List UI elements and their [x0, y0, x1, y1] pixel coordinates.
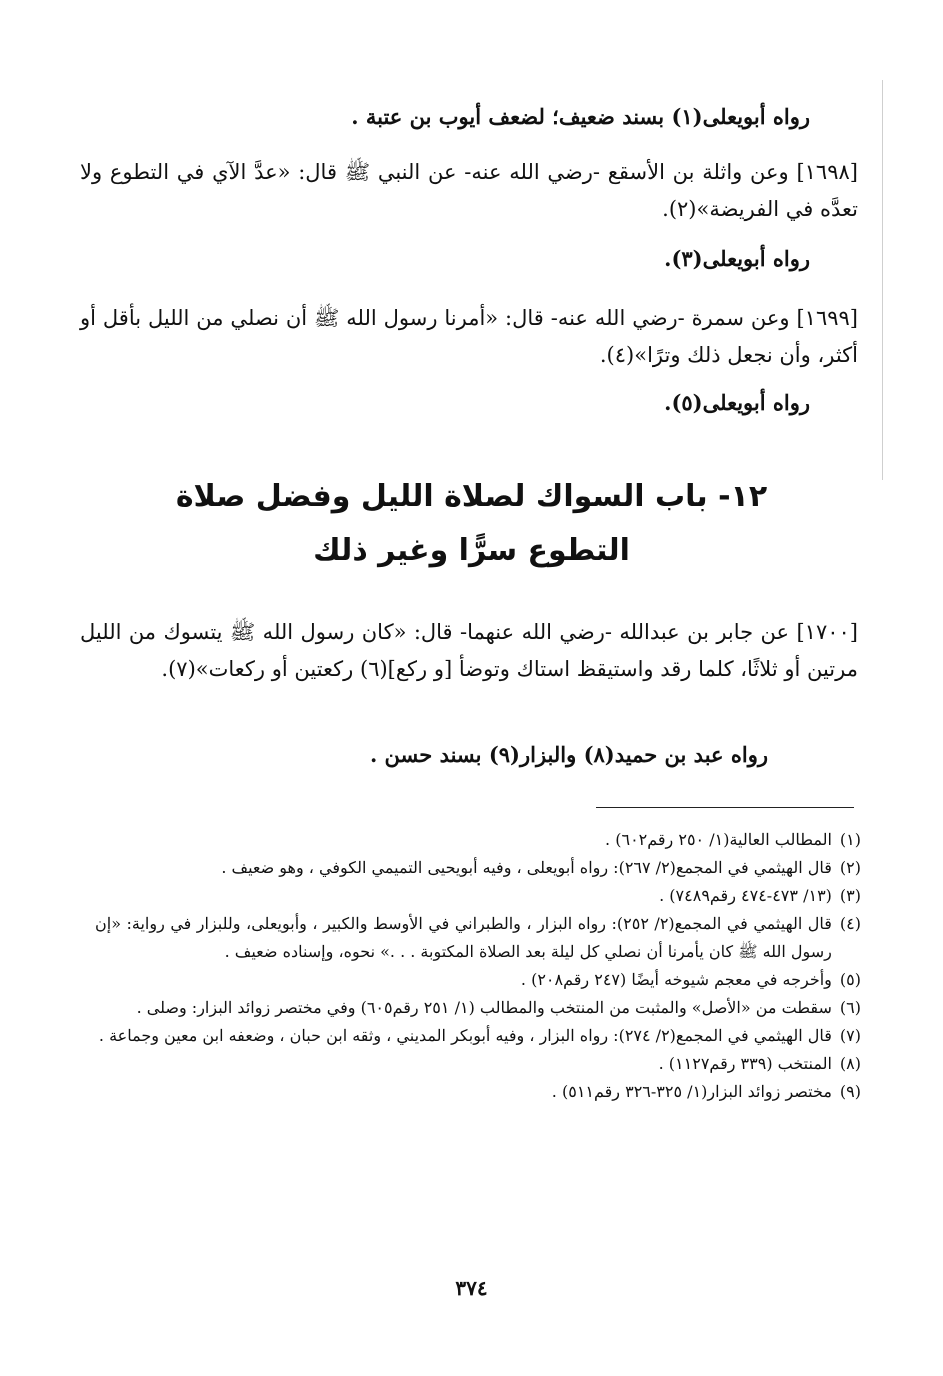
chapter-heading-line-2: التطوع سرًّا وغير ذلك	[313, 533, 630, 568]
footnote-number: (٢)	[839, 858, 861, 877]
hadith-number: [١٦٩٨]	[796, 160, 858, 184]
footnote-text: قال الهيثمي في المجمع(٢/ ٢٥٢): رواه البزار ، والطبراني في الأوسط والكبير ، وأبويعلى، وللبزار في رواية: «إن رسول الله ﷺ كان يأمرنا أن نصلي كل ليلة بعد الصلاة المكتوبة . . .» نحوه، وإسناده ضعيف .	[95, 914, 832, 961]
footnote-text: مختصر زوائد البزار(١/ ٣٢٥-٣٢٦ رقم٥١١) .	[551, 1082, 832, 1101]
footnote-4	[95, 910, 861, 966]
chapter-heading	[150, 470, 793, 578]
hadith-1699	[80, 300, 858, 374]
margin-line	[882, 80, 883, 480]
footnote-number: (٩)	[839, 1082, 861, 1101]
footnote-text: سقطت من «الأصل» والمثبت من المنتخب والمطالب (١/ ٢٥١ رقم٦٠٥) وفي مختصر زوائد البزار: وصلى .	[136, 998, 832, 1017]
footnote-number: (١)	[839, 830, 861, 849]
narration-3: رواه أبويعلى(٥).	[664, 390, 810, 415]
footnote-text: (١٣/ ٤٧٣-٤٧٤ رقم٧٤٨٩) .	[659, 886, 832, 905]
footnote-separator	[596, 807, 854, 808]
footnote-6	[95, 994, 861, 1022]
footnote-number: (٥)	[839, 970, 861, 989]
chapter-heading-line-1: ١٢- باب السواك لصلاة الليل وفضل صلاة	[175, 479, 768, 514]
narration-2: رواه أبويعلى(٣).	[664, 246, 810, 271]
footnote-2	[95, 854, 861, 882]
footnote-text: وأخرجه في معجم شيوخه أيضًا (٢٤٧ رقم٢٠٨) .	[520, 970, 832, 989]
hadith-text: عن جابر بن عبدالله -رضي الله عنهما- قال: «كان رسول الله ﷺ يتسوك من الليل مرتين أو ثلاثًا، كلما رقد واستيقظ استاك وتوضأ [و ركع](٦) ركعتين أو ركعات»(٧).	[80, 620, 858, 681]
footnote-text: قال الهيثمي في المجمع(٢/ ٢٧٤): رواه البزار ، وفيه أبوبكر المديني ، وثقه ابن حبان ، وضعفه ابن معين وجماعة .	[98, 1026, 832, 1045]
footnote-text: المطالب العالية(١/ ٢٥٠ رقم٦٠٢) .	[605, 830, 832, 849]
narration-4: رواه عبد بن حميد(٨) والبزار(٩) بسند حسن .	[369, 742, 768, 767]
footnote-8	[95, 1050, 861, 1078]
hadith-text: وعن واثلة بن الأسقع -رضي الله عنه- عن النبي ﷺ قال: «عدَّ الآي في التطوع ولا تعدَّه في الفريضة»(٢).	[80, 160, 858, 221]
narration-1: رواه أبويعلى(١) بسند ضعيف؛ لضعف أيوب بن عتبة .	[351, 104, 810, 129]
hadith-number: [١٧٠٠]	[796, 620, 858, 644]
hadith-1698	[80, 154, 858, 228]
footnote-9	[95, 1078, 861, 1106]
footnote-5	[95, 966, 861, 994]
footnote-number: (٤)	[839, 914, 861, 933]
footnote-number: (٧)	[839, 1026, 861, 1045]
hadith-number: [١٦٩٩]	[796, 306, 858, 330]
footnote-number: (٨)	[839, 1054, 861, 1073]
footnote-number: (٦)	[839, 998, 861, 1017]
footnote-1	[95, 826, 861, 854]
footnotes	[95, 826, 861, 1106]
page-number: ٣٧٤	[455, 1276, 488, 1300]
footnote-3	[95, 882, 861, 910]
footnote-text: قال الهيثمي في المجمع(٢/ ٢٦٧): رواه أبويعلى ، وفيه أبويحيى التميمي الكوفي ، وهو ضعيف .	[221, 858, 832, 877]
footnote-number: (٣)	[839, 886, 861, 905]
hadith-1700	[80, 614, 858, 688]
hadith-text: وعن سمرة -رضي الله عنه- قال: «أمرنا رسول الله ﷺ أن نصلي من الليل بأقل أو أكثر، وأن نجعل ذلك وترًا»(٤).	[80, 306, 858, 367]
footnote-7	[95, 1022, 861, 1050]
footnote-text: المنتخب (٣٣٩ رقم١١٢٧) .	[658, 1054, 832, 1073]
